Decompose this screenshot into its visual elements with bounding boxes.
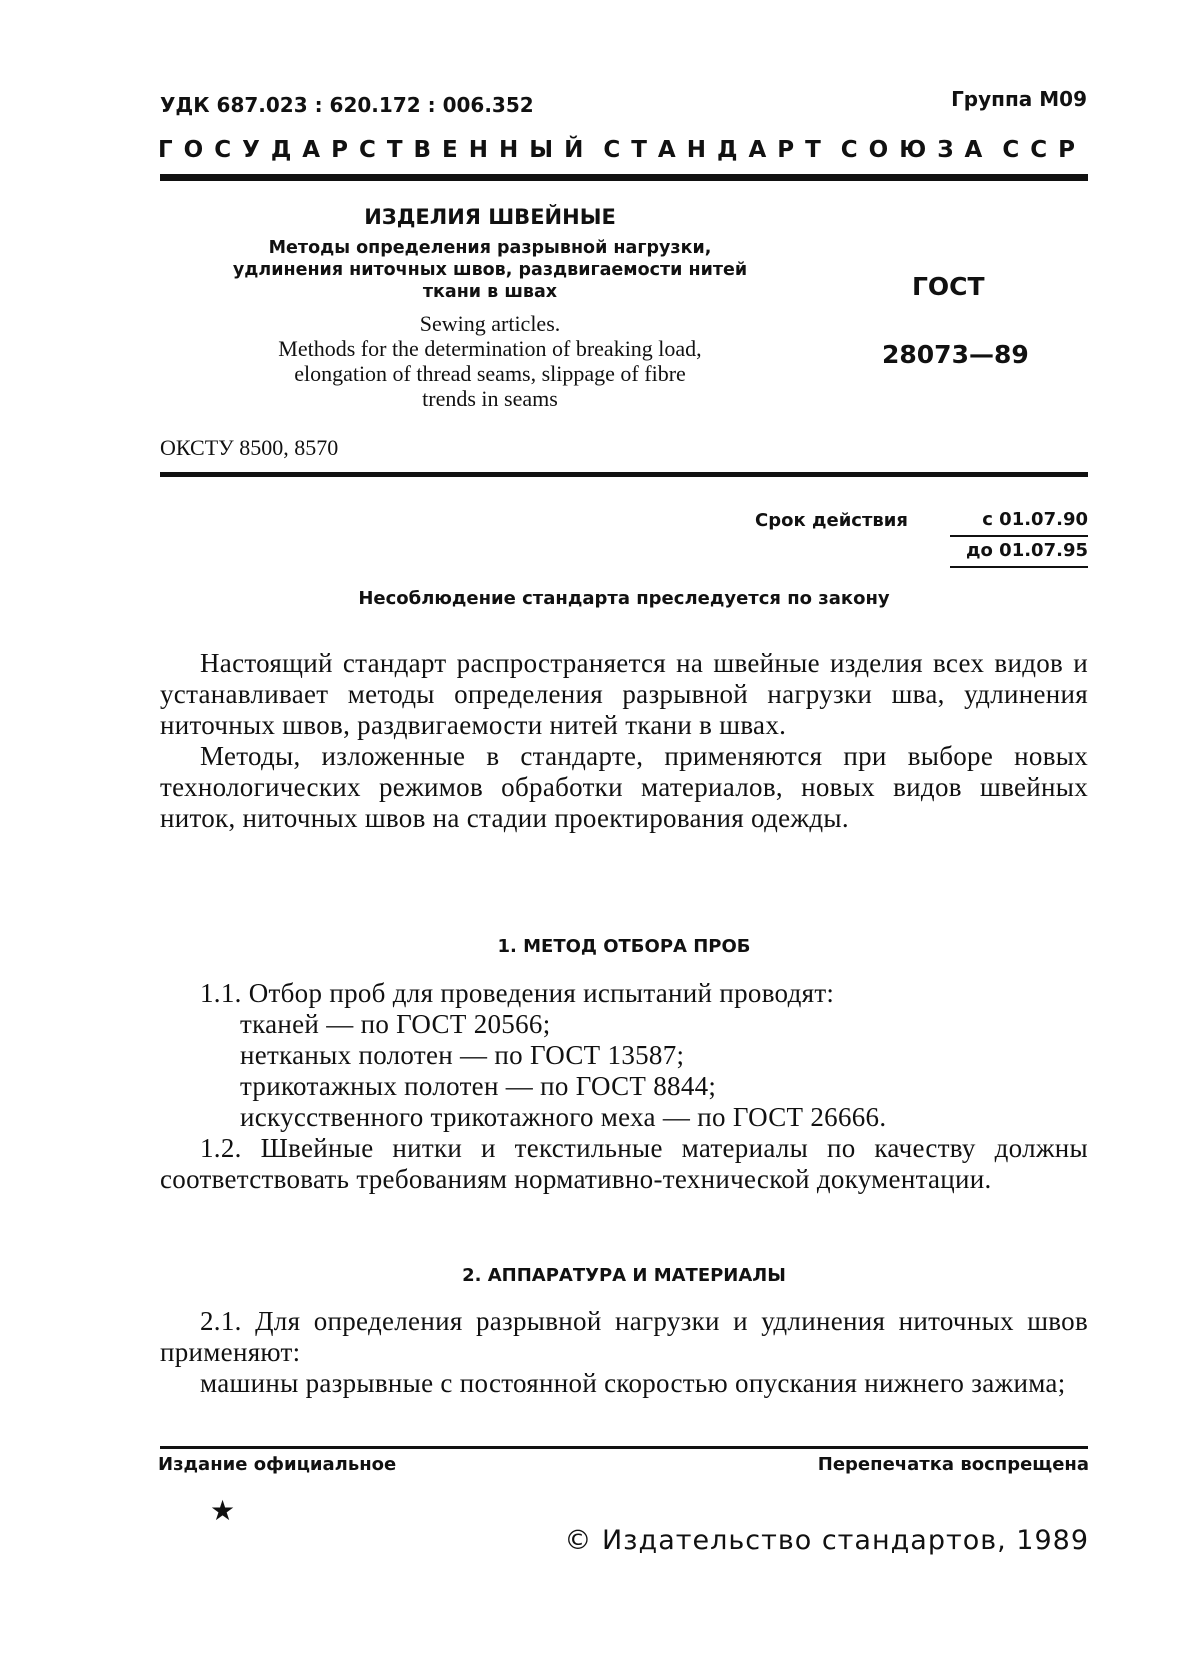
subtitle-line-1: Методы определения разрывной нагрузки, [268,238,712,258]
item-machines: машины разрывные с постоянной скоростью опускания нижнего зажима; [200,1368,1066,1398]
intro-paragraph-2: Методы, изложенные в стандарте, применяются при выборе новых технологических режимов обработки материалов, новых видов швейных ниток, ниточных швов на стадии проектирования одежды. [160,741,1088,833]
english-line-1: Sewing articles. [419,311,561,336]
list-item-knitted: трикотажных полотен — по ГОСТ 8844; [240,1071,717,1101]
document-subtitle [190,237,790,303]
section-2-body [160,1306,1088,1399]
footer-rule [160,1446,1088,1449]
copyright-notice: © Издательство стандартов, 1989 [564,1525,1089,1556]
subtitle-line-3: ткани в швах [422,282,558,302]
banner-word-1: ГОСУДАРСТВЕННЫЙ [158,137,595,163]
banner-word-2: СТАНДАРТ [603,137,832,163]
section-1-body [160,978,1088,1195]
section-1-heading: 1. МЕТОД ОТБОРА ПРОБ [497,936,751,957]
item-2-1: 2.1. Для определения разрывной нагрузки и удлинения ниточных швов применяют: [160,1306,1088,1367]
reprint-label: Перепечатка воспрещена [817,1454,1089,1475]
validity-rule-1 [950,535,1088,537]
banner-word-3: СОЮЗА [840,137,994,163]
udk-code: УДК 687.023 : 620.172 : 006.352 [160,93,534,117]
title-rule-thick [160,472,1088,477]
english-line-2: Methods for the determination of breaking load, [278,336,702,361]
banner-word-4: ССР [1002,137,1086,163]
list-item-fabrics: тканей — по ГОСТ 20566; [240,1009,551,1039]
section-2-heading: 2. АППАРАТУРА И МАТЕРИАЛЫ [462,1265,786,1286]
oksty-code: ОКСТУ 8500, 8570 [160,435,339,460]
english-line-4: trends in seams [422,386,558,411]
star-icon: ★ [210,1496,236,1527]
gost-label: ГОСТ [912,272,985,301]
item-1-2: 1.2. Швейные нитки и текстильные материалы по качеству должны соответствовать требованиям нормативно-технической документации. [160,1133,1088,1194]
list-item-fur: искусственного трикотажного меха — по ГОСТ 26666. [240,1102,887,1132]
header-rule-thick [160,174,1088,181]
legal-notice: Несоблюдение стандарта преследуется по закону [358,588,890,609]
english-title [190,311,790,411]
validity-rule-2 [950,566,1088,568]
gost-number: 28073—89 [882,340,1029,369]
validity-label: Срок действия [755,510,908,531]
document-title: ИЗДЕЛИЯ ШВЕЙНЫЕ [364,205,616,229]
subtitle-line-2: удлинения ниточных швов, раздвигаемости нитей [232,260,748,280]
validity-to: до 01.07.95 [966,540,1088,561]
group-code: Группа М09 [951,87,1087,111]
intro-text [160,648,1088,834]
list-item-nonwovens: нетканых полотен — по ГОСТ 13587; [240,1040,685,1070]
intro-paragraph-1: Настоящий стандарт распространяется на швейные изделия всех видов и устанавливает методы определения разрывной нагрузки шва, удлинения ниточных швов, раздвигаемости нитей ткани в швах. [160,648,1088,740]
item-1-1: 1.1. Отбор проб для проведения испытаний проводят: [200,978,835,1008]
validity-from: с 01.07.90 [982,509,1088,530]
state-standard-banner [158,137,1086,163]
title-block [190,205,790,411]
english-line-3: elongation of thread seams, slippage of fibre [294,361,686,386]
edition-label: Издание официальное [158,1454,397,1475]
